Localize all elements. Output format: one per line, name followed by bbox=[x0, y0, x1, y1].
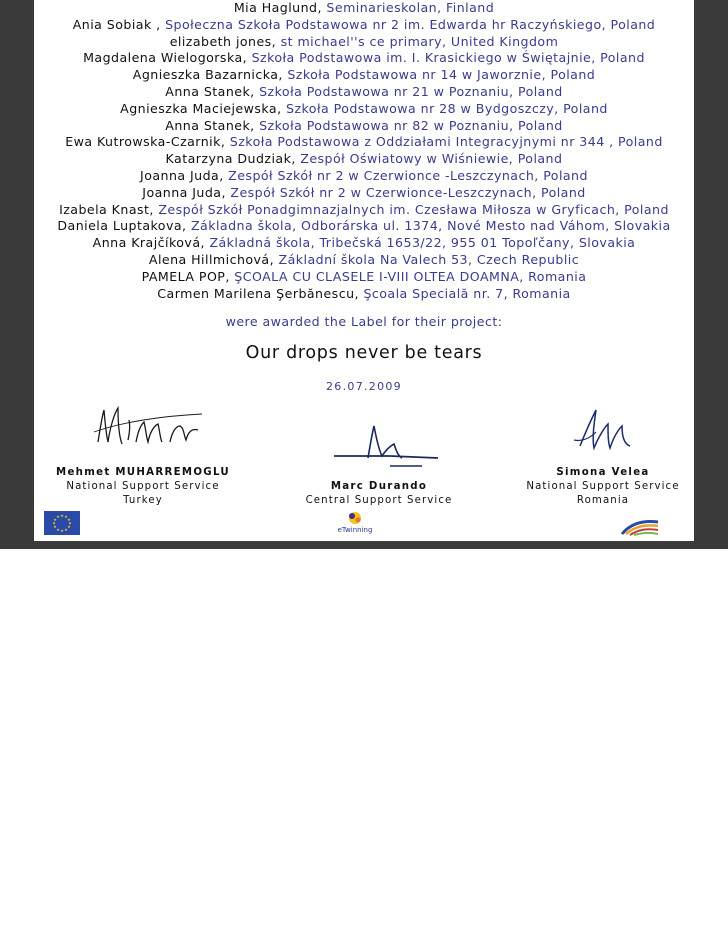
participant-name: PAMELA POP, bbox=[141, 268, 230, 284]
eu-flag-logo bbox=[44, 511, 80, 535]
participant-school: Zespół Szkół Ponadgimnazjalnych im. Czesława Miłosza w Gryficach, Poland bbox=[158, 201, 669, 217]
participant-name: elizabeth jones, bbox=[169, 33, 277, 49]
participant-line bbox=[0, 0, 728, 17]
participant-name: Mia Haglund, bbox=[233, 0, 322, 15]
participant-name: Alena Hillmichová, bbox=[148, 251, 275, 267]
participant-line bbox=[0, 218, 728, 235]
svg-text:★: ★ bbox=[53, 517, 57, 522]
participant-line bbox=[0, 118, 728, 135]
participant-school: Şcoala Specială nr. 7, Romania bbox=[363, 285, 571, 301]
comenius-logo bbox=[620, 514, 660, 536]
participant-line bbox=[0, 17, 728, 34]
participant-name: Ewa Kutrowska-Czarnik, bbox=[65, 134, 226, 150]
participant-name: Anna Stanek, bbox=[165, 83, 255, 99]
participant-line bbox=[0, 34, 728, 51]
etwinning-star-icon bbox=[344, 510, 366, 526]
signatory-right-role: National Support Service bbox=[526, 481, 680, 492]
participant-name: Daniela Luptakova, bbox=[57, 218, 187, 234]
participant-school: ŞCOALA CU CLASELE I-VIII OLTEA DOAMNA, Romania bbox=[234, 268, 587, 284]
participant-line bbox=[0, 202, 728, 219]
participant-name: Agnieszka Bazarnicka, bbox=[132, 67, 283, 83]
etwinning-logo-text: eTwinning bbox=[337, 526, 373, 534]
participant-school: st michael''s ce primary, United Kingdom bbox=[280, 33, 559, 49]
svg-text:★: ★ bbox=[52, 520, 56, 526]
participant-school: Szkoła Podstawowa nr 28 w Bydgoszczy, Poland bbox=[286, 100, 608, 116]
participant-line bbox=[0, 185, 728, 202]
project-title: Our drops never be tears bbox=[245, 343, 483, 363]
participant-school: Zespół Szkół nr 2 w Czerwionce -Leszczynach, Poland bbox=[228, 167, 588, 183]
participant-line bbox=[0, 134, 728, 151]
participant-school: Szkoła Podstawowa z Oddziałami Integracyjnymi nr 344 , Poland bbox=[229, 134, 663, 150]
participant-name: Izabela Knast, bbox=[59, 201, 154, 217]
participant-line bbox=[0, 101, 728, 118]
participant-school: Szkoła Podstawowa nr 21 w Poznaniu, Poland bbox=[259, 83, 563, 99]
award-date: 26.07.2009 bbox=[326, 380, 402, 393]
signatory-right bbox=[508, 466, 698, 508]
participant-name: Anna Krajčíková, bbox=[92, 235, 205, 251]
participant-line bbox=[0, 286, 728, 303]
participant-school: Zespół Oświatowy w Wiśniewie, Poland bbox=[300, 151, 563, 167]
signatory-center bbox=[284, 480, 474, 508]
participant-list bbox=[0, 0, 728, 302]
participant-school: Zespół Szkół nr 2 w Czerwionce-Leszczynach, Poland bbox=[230, 184, 586, 200]
participant-school: Szkoła Podstawowa im. I. Krasickiego w Świętajnie, Poland bbox=[251, 50, 645, 66]
participant-line bbox=[0, 235, 728, 252]
svg-text:★: ★ bbox=[64, 527, 68, 532]
participant-school: Základna škola, Odborárska ul. 1374, Nové Mesto nad Váhom, Slovakia bbox=[190, 218, 671, 234]
participant-line bbox=[0, 252, 728, 269]
signatory-right-name: Simona Velea bbox=[556, 467, 650, 478]
signature-left bbox=[92, 402, 212, 450]
participant-line bbox=[0, 269, 728, 286]
svg-text:★: ★ bbox=[67, 524, 71, 529]
svg-text:★: ★ bbox=[60, 513, 64, 518]
svg-text:★: ★ bbox=[56, 514, 60, 519]
svg-text:★: ★ bbox=[67, 517, 71, 522]
svg-text:★: ★ bbox=[68, 520, 72, 526]
signatory-left-country: Turkey bbox=[123, 495, 163, 506]
participant-school: Seminarieskolan, Finland bbox=[326, 0, 495, 15]
signatory-center-role: Central Support Service bbox=[305, 495, 453, 506]
participant-name: Agnieszka Maciejewska, bbox=[120, 100, 282, 116]
participant-name: Joanna Juda, bbox=[142, 184, 226, 200]
svg-text:★: ★ bbox=[60, 528, 64, 533]
awarded-statement: were awarded the Label for their project: bbox=[225, 314, 503, 329]
participant-name: Anna Stanek, bbox=[165, 117, 255, 133]
participant-name: Magdalena Wielogorska, bbox=[83, 50, 248, 66]
participant-name: Ania Sobiak , bbox=[72, 16, 161, 32]
signature-center bbox=[330, 420, 440, 472]
participant-school: Społeczna Szkoła Podstawowa nr 2 im. Edwarda hr Raczyńskiego, Poland bbox=[165, 16, 656, 32]
participant-name: Joanna Juda, bbox=[140, 167, 224, 183]
participant-line bbox=[0, 151, 728, 168]
svg-text:★: ★ bbox=[64, 514, 68, 519]
participant-line bbox=[0, 84, 728, 101]
participant-school: Základná škola, Tribečská 1653/22, 955 01 Topoľčany, Slovakia bbox=[209, 235, 636, 251]
participant-name: Katarzyna Dudziak, bbox=[165, 151, 296, 167]
signature-right bbox=[570, 402, 640, 456]
signatory-left bbox=[48, 466, 238, 508]
participant-line bbox=[0, 50, 728, 67]
participant-school: Szkoła Podstawowa nr 14 w Jaworznie, Poland bbox=[287, 67, 596, 83]
signatory-left-role: National Support Service bbox=[66, 481, 220, 492]
participant-line bbox=[0, 67, 728, 84]
signatory-left-name: Mehmet MUHARREMOGLU bbox=[56, 467, 230, 478]
participant-line bbox=[0, 168, 728, 185]
svg-text:★: ★ bbox=[53, 524, 57, 529]
participant-name: Carmen Marilena Şerbănescu, bbox=[157, 285, 359, 301]
svg-text:★: ★ bbox=[56, 527, 60, 532]
etwinning-logo bbox=[332, 510, 378, 538]
signatory-right-country: Romania bbox=[576, 495, 630, 506]
participant-school: Základní škola Na Valech 53, Czech Republic bbox=[278, 251, 580, 267]
participant-school: Szkoła Podstawowa nr 82 w Poznaniu, Poland bbox=[259, 117, 563, 133]
signatory-center-name: Marc Durando bbox=[330, 481, 428, 492]
